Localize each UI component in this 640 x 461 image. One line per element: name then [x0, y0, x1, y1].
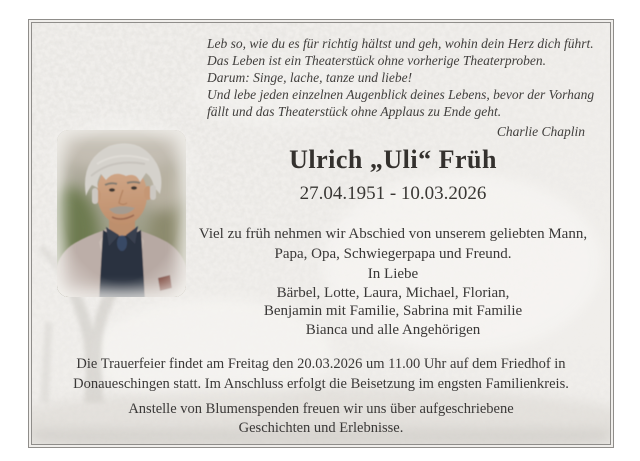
farewell-text: [180, 224, 606, 264]
quote-line: Das Leben ist ein Theaterstück ohne vorherige Theaterproben.: [207, 53, 546, 68]
quote-line: Darum: Singe, lache, tanze und liebe!: [207, 70, 413, 85]
quote-attribution: Charlie Chaplin: [496, 124, 585, 139]
quote-line: fällt und das Theaterstück ohne Applaus zu Ende geht.: [207, 104, 502, 119]
mourners-line: Bianca und alle Angehörigen: [305, 321, 481, 338]
mourners-intro: In Liebe: [367, 266, 419, 282]
deceased-name: Ulrich „Uli“ Früh: [289, 145, 497, 174]
farewell-line: Viel zu früh nehmen wir Abschied von unserem geliebten Mann,: [198, 226, 588, 242]
memorial-card: [28, 19, 614, 448]
funeral-info: [32, 354, 610, 394]
mourners-line: Benjamin mit Familie, Sabrina mit Familie: [263, 303, 523, 319]
mourners-block: [180, 265, 606, 339]
life-dates: 27.04.1951 - 10.03.2026: [299, 183, 487, 204]
quote-block: [207, 35, 607, 140]
donation-line: Geschichten und Erlebnisse.: [238, 420, 404, 436]
farewell-line: Papa, Opa, Schwiegerpapa und Freund.: [274, 246, 512, 262]
funeral-line: Donaueschingen statt. Im Anschluss erfolgt die Beisetzung im engsten Familienkreis.: [73, 376, 569, 392]
quote-line: Leb so, wie du es für richtig hältst und geh, wohin dein Herz dich führt.: [207, 36, 594, 51]
donation-line: Anstelle von Blumenspenden freuen wir uns über aufgeschriebene: [128, 401, 514, 417]
donation-request: [32, 400, 610, 438]
funeral-line: Die Trauerfeier findet am Freitag den 20.03.2026 um 11.00 Uhr auf dem Friedhof in: [76, 356, 566, 372]
quote-line: Und lebe jeden einzelnen Augenblick deines Lebens, bevor der Vorhang: [207, 87, 595, 102]
portrait-photo: [57, 130, 186, 297]
mourners-line: Bärbel, Lotte, Laura, Michael, Florian,: [276, 284, 510, 301]
